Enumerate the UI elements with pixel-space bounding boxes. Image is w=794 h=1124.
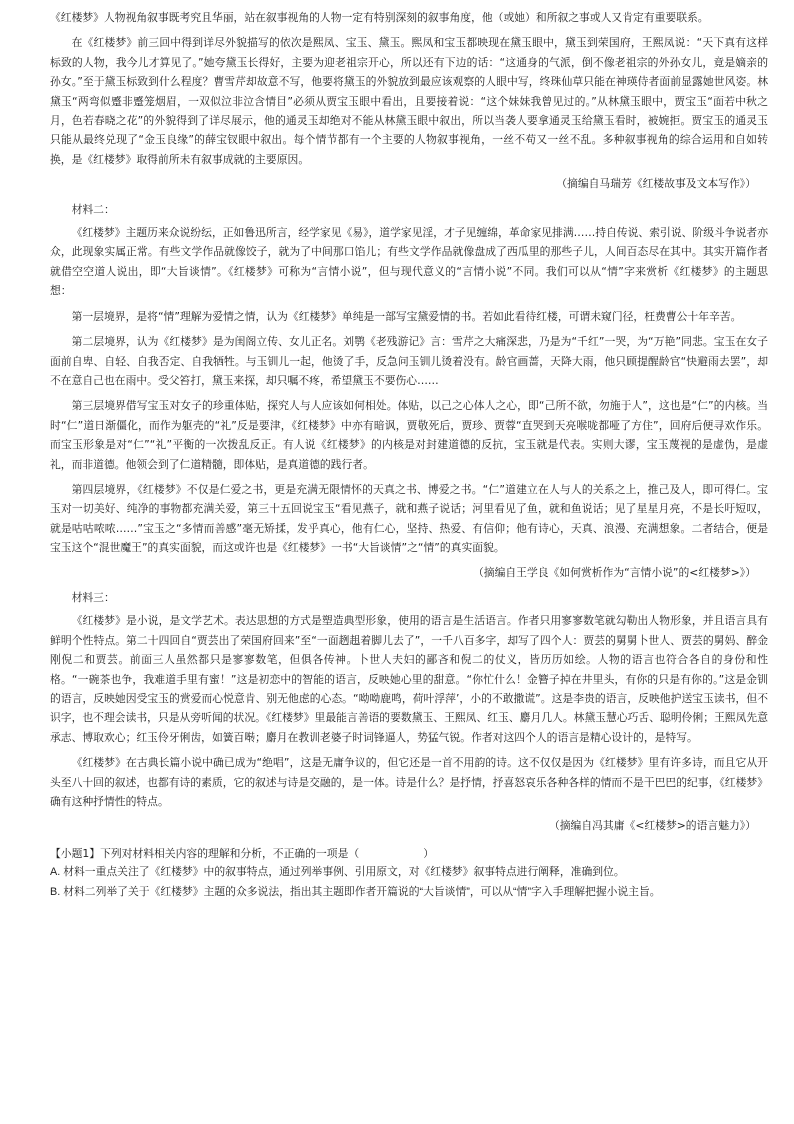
option-a: A. 材料一重点关注了《红楼梦》中的叙事特点，通过列举事例、引用原文，对《红楼梦》叙事特点进行阐释，准确到位。 <box>50 866 625 879</box>
material-2-label: 材料二： <box>71 202 115 216</box>
question-1-text: 下列对材料相关内容的理解和分析，不正确的一项是（ <box>100 846 360 860</box>
material-3-paragraph-1: 《红楼梦》是小说，是文学艺术。表达思想的方式是塑造典型形象，使用的语言是生活语言。作者只用寥寥数笔就勾勒出人物形象，并且语言具有鲜明个性特点。第二十四回自“贾芸出了荣国府回来”至“一面趔趄着脚儿去了”，一千八百多字，却写了四个人：贾芸的舅舅卜世人、贾芸的舅妈、醉金刚倪二和贾芸。前面三人虽然都只是寥寥数笔，但俱各传神。卜世人夫妇的鄙吝和倪二的仗义，皆历历如绘。人物的语言也符合各自的身份和性格。“一碗茶也争，我难道手里有蜜！”这是初恋中的智能的语言，反映她心里的甜意。“你忙什么！金簪子掉在井里头，有你的只是有你的。”这是金钏的语言，反映她因受宝玉的赏爱而心悦意肯、别无他虑的心态。“呦呦鹿鸣，荷叶浮萍’，小的不敢撒谎”。这是李贵的语言，反映他护送宝玉读书，但不识字，也不理会读书，只是从旁听闻的状况。《红楼梦》里最能言善语的要数黛玉、王熙凤、红玉、麝月几人。林黛玉慧心巧舌、聪明伶俐；王熙凤先意承志、博取欢心；红玉伶牙俐齿，如簧百啭；麝月在教训老婆子时词锋逼人，势猛气锐。作者对这四个人的语言是精心设计的，是特写。 <box>50 614 768 744</box>
question-1-close: ） <box>423 846 434 860</box>
material-3-label: 材料三： <box>71 590 115 604</box>
material-3-paragraph-2: 《红楼梦》在古典长篇小说中确已成为“绝唱”，这是无庸争议的，但它还是一首不用韵的诗。这不仅仅是因为《红楼梦》里有许多诗，而且它从开头至八十回的叙述，也都有诗的素质，它的叙述与诗是交融的，是一体。诗是什么？是抒情，抒喜怒哀乐各种各样的情而不是干巴巴的纪事，《红楼梦》确有这种抒情性的特点。 <box>50 756 768 809</box>
material-1-paragraph: 在《红楼梦》前三回中得到详尽外貌描写的依次是熙凤、宝玉、黛玉。熙凤和宝玉都映现在黛玉眼中，黛玉到荣国府，王熙凤说：“天下真有这样标致的人物，我今儿才算见了。”她夸黛玉长得好，主要为迎老祖宗开心，所以还有下边的话：“这通身的气派，倒不像老祖宗的外孙女儿，竟是嫡亲的孙女。”至于黛玉标致到什么程度？曹雪芹却故意不写，他要将黛玉的外貌放到最应该观察的人眼中写，终珠仙草只能在神瑛侍者面前显露她世风姿。林黛玉“两弯似蹙非蹙笼烟眉，一双似泣非泣含情目”必须从贾宝玉眼中看出，且要接着说：“这个妹妹我曾见过的。”从林黛玉眼中，贾宝玉“面若中秋之月，色若春晓之花”的外貌得到了详尽展示，他的通灵玉却绝对不能从林黛玉眼中叙出，所以当袭人要拿通灵玉给黛玉看时，被婉拒。贾宝玉的通灵玉只能从最终兑现了“金玉良缘”的薛宝钗眼中叙出。每个情节都有一个主要的人物叙事视角，一丝不苟又一丝不乱。多种叙事视角的综合运用和自如转换，是《红楼梦》取得前所未有叙事成就的主要原因。 <box>50 36 768 166</box>
material-2-paragraph-5: 第四层境界，《红楼梦》不仅是仁爱之书，更是充满无限情怀的天真之书、博爱之书。“仁”道建立在人与人的关系之上，推己及人，即可得仁。宝玉对一切美好、纯净的事物都充满关爱，第三十五回说宝玉“看见燕子，就和燕子说话；河里看见了鱼，就和鱼说话；见了星星月亮，不是长吁短叹，就是咕咕哝哝……”宝玉之“多情而善感”毫无矫揉，发乎真心，他有仁心，坚持、热爱、有信仰；他有诗心，天真、浪漫、充满想象。二者结合，便是宝玉这个“混世魔王”的真实面貌，而这或许也是《红楼梦》一书“大旨谈情”之“情”的真实面貌。 <box>50 482 768 555</box>
material-1-source: （摘编自马瑞芳《红楼故事及文本写作》） <box>556 177 756 191</box>
material-2-source: （摘编自王学良《如何赏析作为“言情小说”的<红楼梦>》） <box>472 565 756 579</box>
material-2-paragraph-3: 第二层境界，认为《红楼梦》是为闺阁立传、女儿正名。刘鹗《老残游记》言：雪芹之大痛深悲，乃是为“千红”一哭，为“万艳”同悲。宝玉在女子面前自卑、自轻、自我否定、自我牺牲。与玉钏儿一起，他烫了手，反急问玉钏儿烫着没有。龄官画蔷，天降大雨，他只顾提醒龄官“快避雨去罢”，却不在意自己也在雨中。受父笞打，黛玉来探，却只嘱不疼，希望黛玉不要伤心…… <box>50 335 768 387</box>
question-1 <box>50 844 768 902</box>
question-1-tag: 【小题1】 <box>50 846 101 860</box>
material-2-paragraph-2: 第一层境界，是将“情”理解为爱情之情，认为《红楼梦》单纯是一部写宝黛爱情的书。若如此看待红楼，可谓未窥门径，枉费曹公十年辛苦。 <box>71 309 742 323</box>
question-1-stem <box>50 844 768 863</box>
option-b: B. 材料二列举了关于《红楼梦》主题的众多说法，指出其主题即作者开篇说的“大旨谈情”，可以从“情”字入手理解把握小说主旨。 <box>50 885 661 898</box>
material-2-paragraph-4: 第三层境界借写宝玉对女子的珍重体贴，探究人与人应该如何相处。体贴，以己之心体人之心，即“己所不欲，勿施于人”，这也是“仁”的内核。当时“仁”道日渐僵化，而作为躯壳的“礼”反是要津，《红楼梦》中亦有暗讽，贾敬死后，贾珍、贾蓉“直哭到天亮喉咙都哑了方住”，回府后便寻欢作乐。而宝玉形象是对“仁”“礼”平衡的一次拨乱反正。有人说《红楼梦》的内核是对封建道德的反抗，宝玉就是代表。实则大谬，宝玉蔑视的是虚伪，是虚礼，而非道德。他领会到了仁道精髓，即体贴，是真道德的践行者。 <box>50 399 768 471</box>
intro-paragraph: 《红楼梦》人物视角叙事既考究且华丽，站在叙事视角的人物一定有特别深刻的叙事角度，他（或她）和所叙之事或人又肯定有重要联系。 <box>50 11 709 24</box>
material-2-paragraph-1: 《红楼梦》主题历来众说纷纭，正如鲁迅所言，经学家见《易》，道学家见淫，才子见缠绵，革命家见排满……持自传说、索引说、阶级斗争说者亦众，此现象实属正常。有些文学作品就像饺子，就为了中间那口馅儿；有些文学作品就像盘成了西瓜里的那些子儿，人间百态尽在其中。其实开篇作者就借空空道人说出，即“大旨谈情”。《红楼梦》可称为“言情小说”，但与现代意义的“言情小说”不同。我们可以从“情”字来赏析《红楼梦》的主题思想： <box>50 226 768 298</box>
material-3-source: （摘编自冯其庸《<红楼梦>的语言魅力》） <box>548 819 756 833</box>
